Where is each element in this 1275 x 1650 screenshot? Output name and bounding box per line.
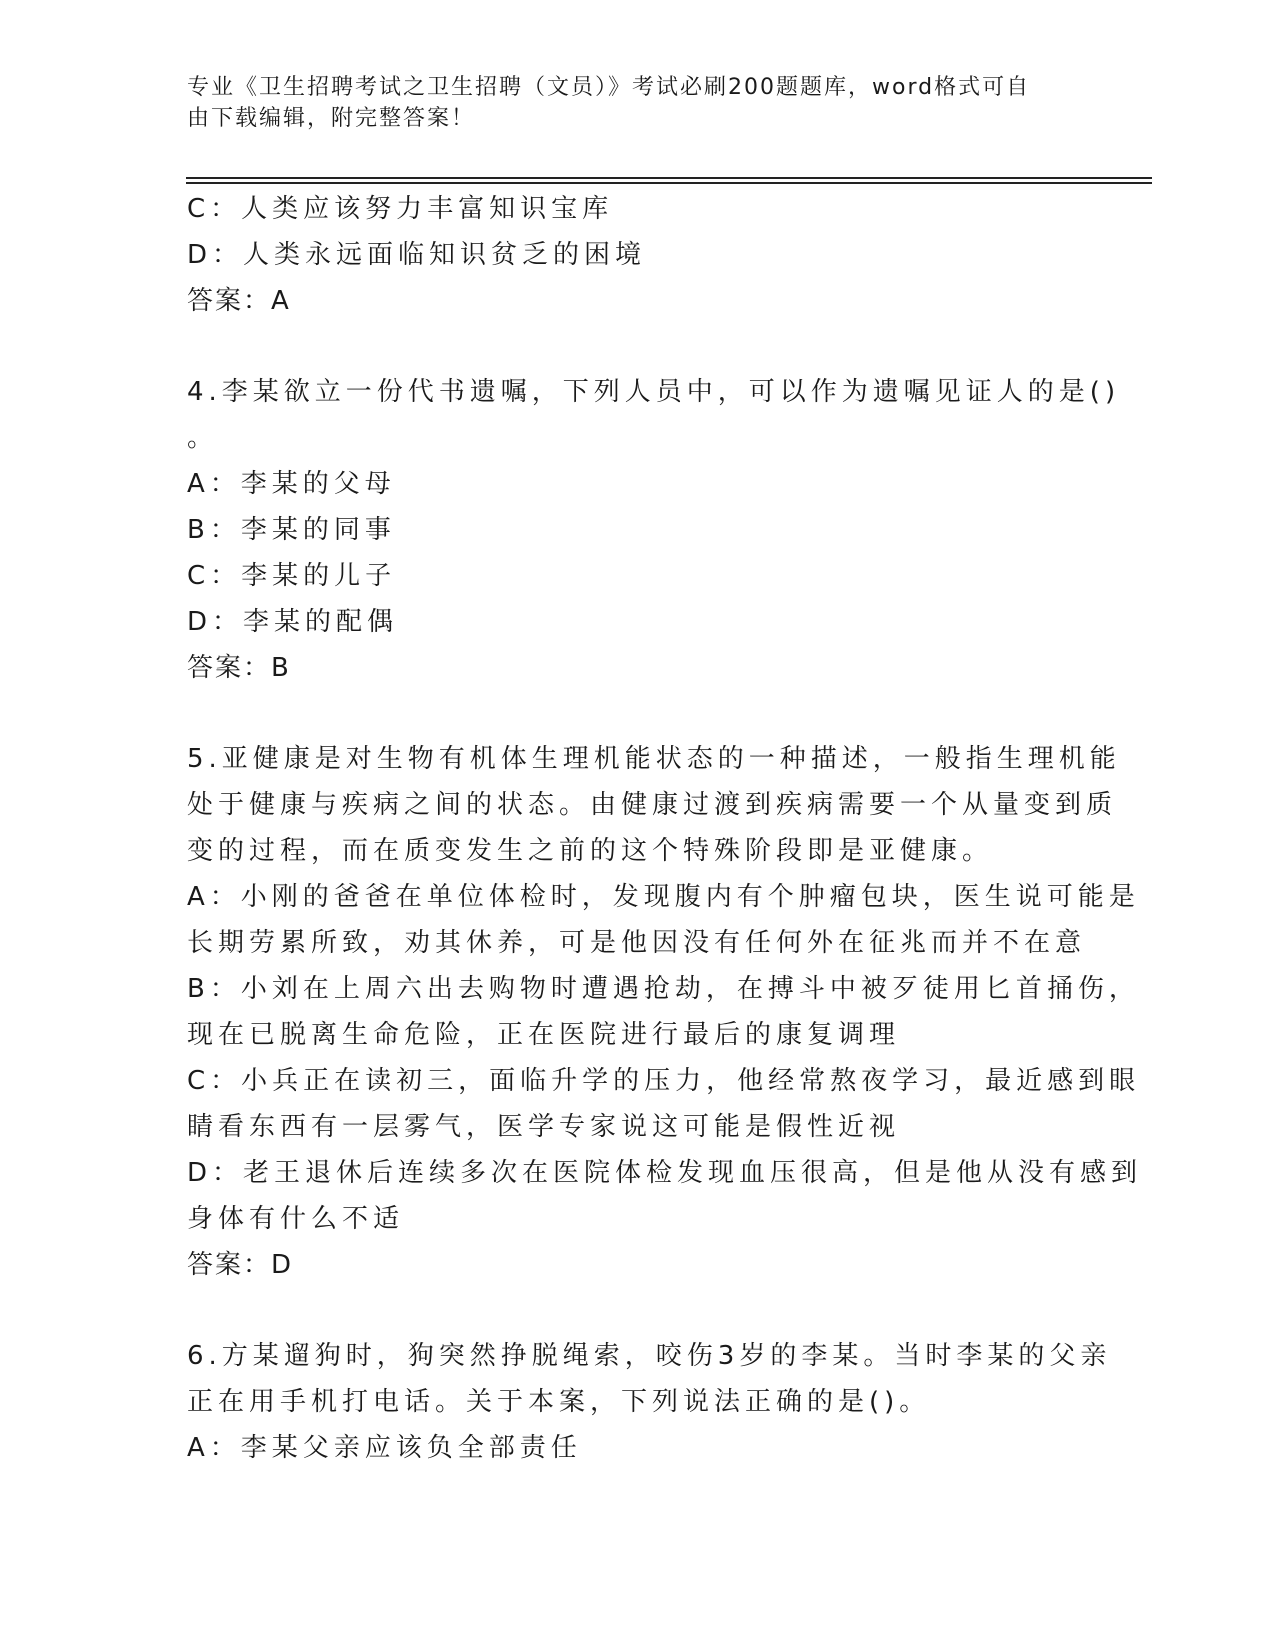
option-c: C：小兵正在读初三，面临升学的压力，他经常熬夜学习，最近感到眼: [187, 1066, 1141, 1096]
spacer: [187, 324, 1087, 369]
option-a: A：李某的父母: [187, 469, 396, 499]
answer-line: 答案：B: [187, 653, 291, 683]
question-stem: 5.亚健康是对生物有机体生理机能状态的一种描述，一般指生理机能: [187, 744, 1121, 774]
option-c: 睛看东西有一层雾气，医学专家说这可能是假性近视: [187, 1112, 901, 1142]
spacer: [187, 691, 1087, 736]
option-c: C：人类应该努力丰富知识宝库: [187, 194, 614, 224]
question-stem: 6.方某遛狗时，狗突然挣脱绳索，咬伤3岁的李某。当时李某的父亲: [187, 1341, 1112, 1371]
option-b: 现在已脱离生命危险，正在医院进行最后的康复调理: [187, 1020, 901, 1050]
option-d: D：李某的配偶: [187, 607, 399, 637]
header-rule-bottom: [186, 182, 1152, 184]
document-header: [187, 72, 1067, 134]
option-a: A：小刚的爸爸在单位体检时，发现腹内有个肿瘤包块，医生说可能是: [187, 882, 1140, 912]
question-stem: 处于健康与疾病之间的状态。由健康过渡到疾病需要一个从量变到质: [187, 790, 1118, 820]
option-a: 长期劳累所致，劝其休养，可是他因没有任何外在征兆而并不在意: [187, 928, 1087, 958]
option-d: D：老王退休后连续多次在医院体检发现血压很高，但是他从没有感到: [187, 1158, 1143, 1188]
question-4: [187, 369, 1121, 691]
question-stem: 4.李某欲立一份代书遗嘱，下列人员中，可以作为遗嘱见证人的是(): [187, 377, 1121, 407]
answer-line: 答案：A: [187, 286, 291, 316]
header-rule-top: [186, 177, 1152, 179]
option-d: D：人类永远面临知识贫乏的困境: [187, 240, 647, 270]
question-stem: 变的过程，而在质变发生之前的这个特殊阶段即是亚健康。: [187, 836, 994, 866]
option-d: 身体有什么不适: [187, 1204, 405, 1234]
option-b: B：小刘在上周六出去购物时遭遇抢劫，在搏斗中被歹徒用匕首捅伤，: [187, 974, 1140, 1004]
header-line-1: 专业《卫生招聘考试之卫生招聘（文员）》考试必刷200题题库，word格式可自: [187, 75, 1031, 100]
question-content: [187, 186, 1143, 1471]
option-a: A：李某父亲应该负全部责任: [187, 1433, 582, 1463]
question-stem: 正在用手机打电话。关于本案，下列说法正确的是()。: [187, 1387, 931, 1417]
question-5: [187, 736, 1143, 1288]
option-b: B：李某的同事: [187, 515, 396, 545]
question-6: [187, 1333, 1112, 1471]
question-stem: 。: [187, 423, 219, 453]
option-c: C：李某的儿子: [187, 561, 397, 591]
question-3: [187, 186, 1087, 324]
spacer: [187, 1288, 1087, 1333]
answer-line: 答案：D: [187, 1250, 294, 1280]
header-line-2: 由下载编辑，附完整答案！: [187, 106, 476, 131]
